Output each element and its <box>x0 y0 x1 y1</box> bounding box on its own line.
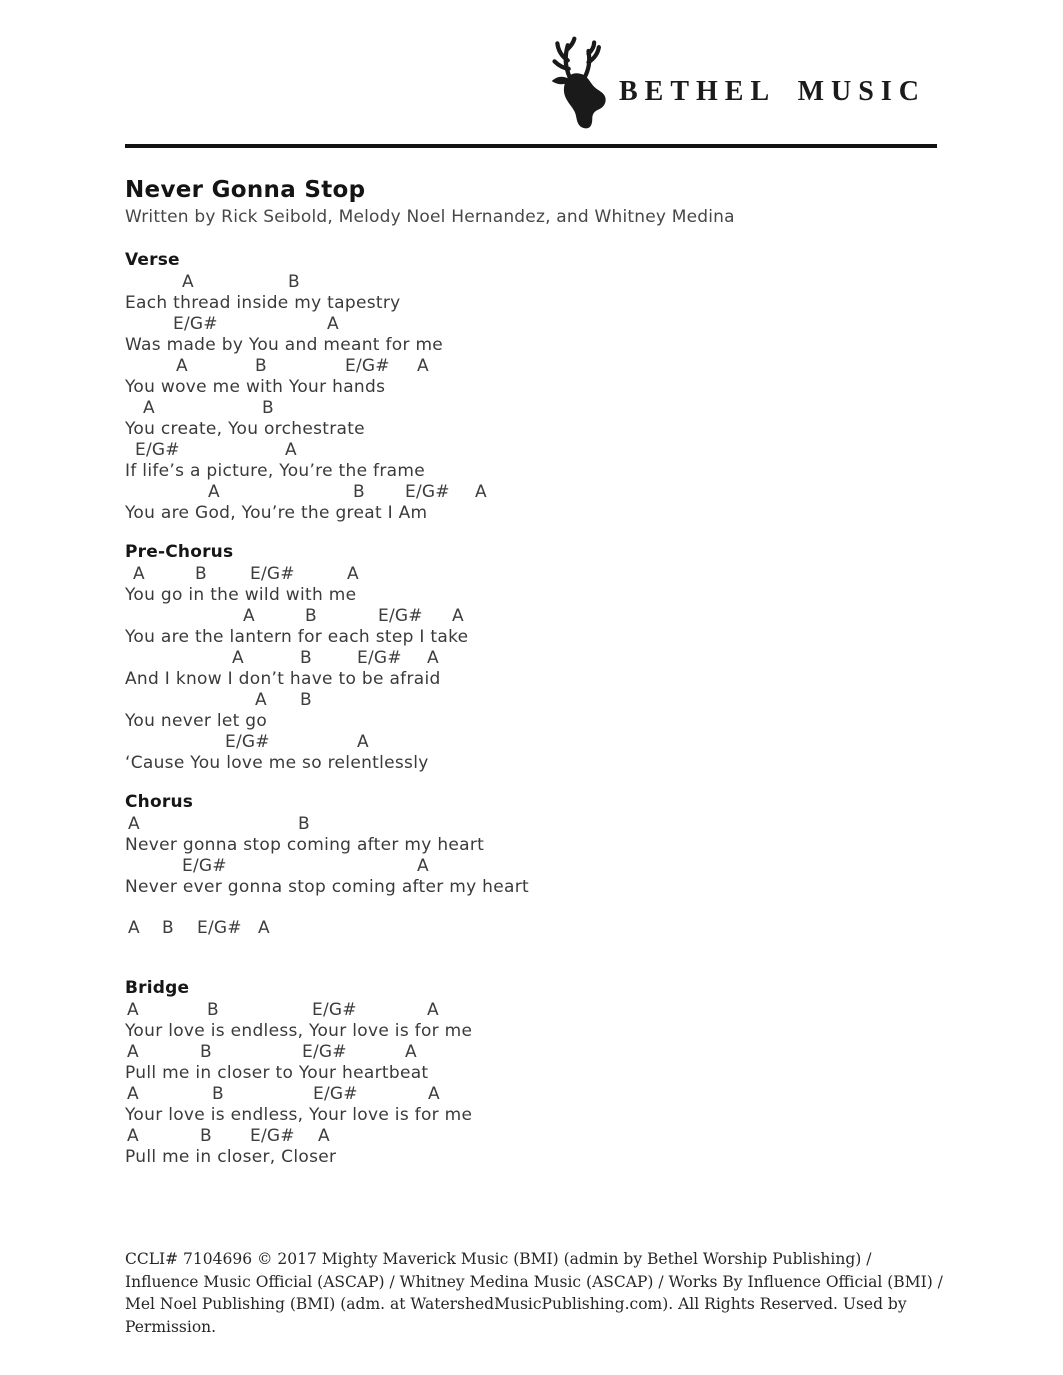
chord: B <box>300 690 312 710</box>
chord-lyric-line <box>125 606 955 648</box>
lyric-line: Was made by You and meant for me <box>125 335 444 355</box>
chord: A <box>133 564 145 584</box>
chord: E/G# <box>250 564 295 584</box>
chord-lyric-line <box>125 482 955 524</box>
lyric-line: Pull me in closer to Your heartbeat <box>125 1063 429 1083</box>
lyric-line: ‘Cause You love me so relentlessly <box>125 753 429 773</box>
lyric-line: Never ever gonna stop coming after my heart <box>125 877 529 897</box>
chord-lyric-line <box>125 732 955 774</box>
chord: A <box>128 814 140 834</box>
chord-lyric-line <box>125 690 955 732</box>
song-section <box>125 792 955 960</box>
song-head <box>125 177 945 228</box>
chord: A <box>405 1042 417 1062</box>
chord-row <box>125 732 955 753</box>
section-label: Chorus <box>125 792 194 812</box>
chord: E/G# <box>312 1000 357 1020</box>
chord: A <box>127 1042 139 1062</box>
lyric-line: You are the lantern for each step I take <box>125 627 469 647</box>
lyric-line: You are God, You’re the great I Am <box>125 503 428 523</box>
chord-row <box>125 272 955 293</box>
chord: A <box>417 356 429 376</box>
chord-row <box>125 1126 955 1147</box>
lyric-line: You wove me with Your hands <box>125 377 386 397</box>
chord: E/G# <box>182 856 227 876</box>
chord: E/G# <box>405 482 450 502</box>
section-label: Pre-Chorus <box>125 542 234 562</box>
chord-lyric-line <box>125 648 955 690</box>
chord-row <box>125 1042 955 1063</box>
lyric-line: Pull me in closer, Closer <box>125 1147 337 1167</box>
chord-row <box>125 440 955 461</box>
chord-row <box>125 1084 955 1105</box>
chord: B <box>200 1042 212 1062</box>
brand-wordmark: BETHEL MUSIC <box>619 76 926 107</box>
chord: A <box>208 482 220 502</box>
chord: B <box>200 1126 212 1146</box>
chord-lyric-line <box>125 440 955 482</box>
lyric-line: You never let go <box>125 711 268 731</box>
lyric-line: Never gonna stop coming after my heart <box>125 835 485 855</box>
chord-row <box>125 918 955 939</box>
chord: B <box>300 648 312 668</box>
chord-row <box>125 814 955 835</box>
chord: A <box>417 856 429 876</box>
chord-lyric-line <box>125 1000 955 1042</box>
chord: E/G# <box>250 1126 295 1146</box>
chord: B <box>305 606 317 626</box>
lyric-line: If life’s a picture, You’re the frame <box>125 461 425 481</box>
section-label: Bridge <box>125 978 190 998</box>
chord: B <box>262 398 274 418</box>
chord-lyric-line <box>125 1126 955 1168</box>
chord: A <box>452 606 464 626</box>
chord: A <box>327 314 339 334</box>
chord: A <box>127 1126 139 1146</box>
section-label: Verse <box>125 250 180 270</box>
chord: A <box>318 1126 330 1146</box>
chord-lyric-line <box>125 398 955 440</box>
chord: A <box>128 918 140 938</box>
chord: E/G# <box>173 314 218 334</box>
chord: E/G# <box>378 606 423 626</box>
chord: E/G# <box>135 440 180 460</box>
lyric-line: Each thread inside my tapestry <box>125 293 401 313</box>
chord: A <box>182 272 194 292</box>
chord: A <box>176 356 188 376</box>
chord-lyric-line <box>125 814 955 856</box>
chord: E/G# <box>302 1042 347 1062</box>
lyric-line: Your love is endless, Your love is for me <box>125 1105 473 1125</box>
chord: E/G# <box>313 1084 358 1104</box>
chord-row <box>125 356 955 377</box>
copyright-footer: CCLI# 7104696 © 2017 Mighty Maverick Music (BMI) (admin by Bethel Worship Publishing) / Influence Music Official (ASCAP) / Whitney Medina Music (ASCAP) / Works By Influence Official (BMI) / Mel Noel Publishing (BMI) (adm. at WatershedMusicPublishing.com). All Rights Reserved. Used by Permission. <box>125 1250 943 1336</box>
chord: A <box>255 690 267 710</box>
chord: B <box>353 482 365 502</box>
chord-lyric-line <box>125 272 955 314</box>
chord-row <box>125 690 955 711</box>
chord-row <box>125 606 955 627</box>
lyric-line <box>125 939 955 960</box>
song-section <box>125 250 955 524</box>
chord: E/G# <box>345 356 390 376</box>
chord: E/G# <box>197 918 242 938</box>
chord: A <box>475 482 487 502</box>
chord: A <box>143 398 155 418</box>
chord: A <box>285 440 297 460</box>
song-section <box>125 978 955 1168</box>
chord: B <box>195 564 207 584</box>
chord-row <box>125 314 955 335</box>
song-title: Never Gonna Stop <box>125 177 366 203</box>
chord: B <box>255 356 267 376</box>
chord: A <box>127 1000 139 1020</box>
chord: A <box>127 1084 139 1104</box>
chord-row <box>125 648 955 669</box>
chord: E/G# <box>357 648 402 668</box>
lyric-line: You go in the wild with me <box>125 585 357 605</box>
chord: A <box>428 1084 440 1104</box>
chord: E/G# <box>225 732 270 752</box>
chord: B <box>288 272 300 292</box>
chord: B <box>212 1084 224 1104</box>
chord-row <box>125 1000 955 1021</box>
song-byline: Written by Rick Seibold, Melody Noel Hernandez, and Whitney Medina <box>125 207 735 227</box>
chord-lyric-line <box>125 856 955 898</box>
sections <box>125 250 955 1186</box>
chord: A <box>427 1000 439 1020</box>
chord-lyric-line <box>125 356 955 398</box>
header-divider <box>125 144 937 148</box>
chord-row <box>125 564 955 585</box>
chord: A <box>347 564 359 584</box>
chord: B <box>298 814 310 834</box>
chord-lyric-line <box>125 314 955 356</box>
lyric-line: You create, You orchestrate <box>125 419 365 439</box>
chord-row <box>125 856 955 877</box>
chord-lyric-line <box>125 564 955 606</box>
chord: A <box>427 648 439 668</box>
chord: A <box>258 918 270 938</box>
lyric-line: And I know I don’t have to be afraid <box>125 669 441 689</box>
chord-row <box>125 398 955 419</box>
lyric-line: Your love is endless, Your love is for me <box>125 1021 473 1041</box>
chord-row <box>125 482 955 503</box>
chord: B <box>162 918 174 938</box>
chord: B <box>207 1000 219 1020</box>
chord: A <box>232 648 244 668</box>
chord: A <box>357 732 369 752</box>
chord-lyric-line <box>125 1042 955 1084</box>
chord-lyric-line <box>125 1084 955 1126</box>
song-section <box>125 542 955 774</box>
chord-lyric-line <box>125 918 955 960</box>
stag-head-icon <box>547 33 613 133</box>
chord: A <box>243 606 255 626</box>
